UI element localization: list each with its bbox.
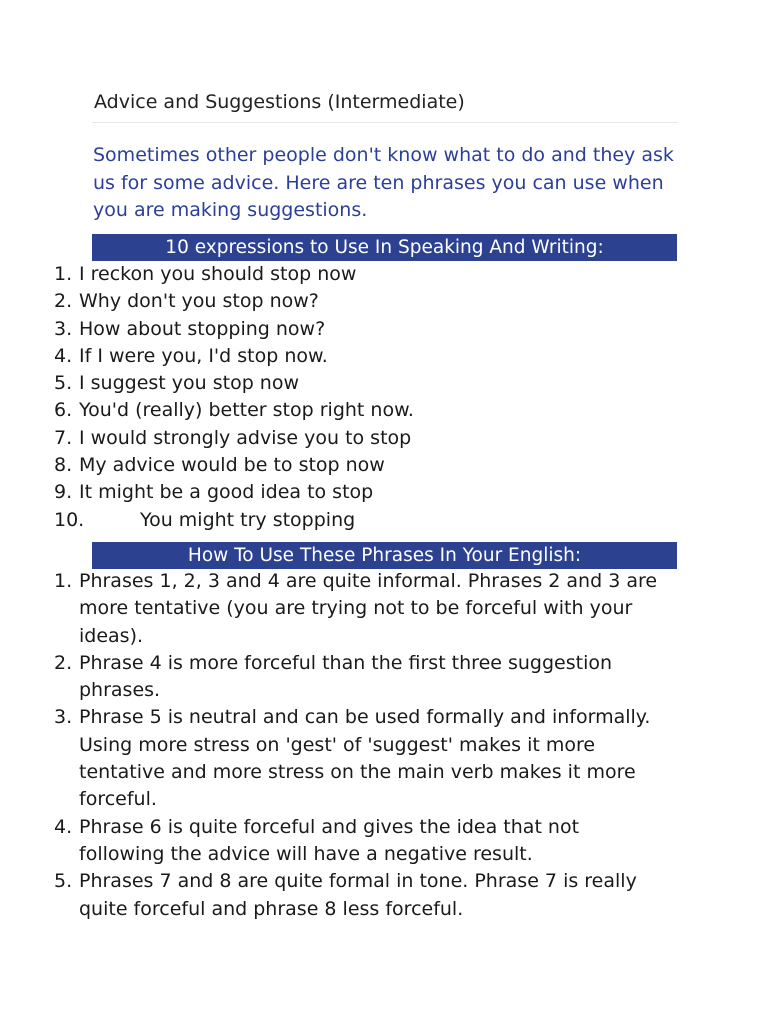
list-item-number: 5. [54, 870, 73, 893]
list-item-number: 10. [54, 508, 85, 531]
usage-heading: How To Use These Phrases In Your English: [92, 542, 677, 569]
list-item [0, 452, 669, 479]
list-item [0, 650, 669, 705]
list-item-number: 9. [54, 481, 73, 504]
list-item [0, 343, 669, 370]
list-item-text: Phrase 6 is quite forceful and gives the idea that not following the advice will have a negative result. [79, 815, 580, 865]
list-item [0, 814, 669, 869]
list-item [0, 425, 669, 452]
list-item-text: Phrase 4 is more forceful than the first three suggestion phrases. [79, 651, 613, 702]
list-item [0, 704, 669, 813]
expressions-list [0, 261, 730, 534]
list-item [0, 370, 669, 397]
title-divider [92, 122, 678, 123]
list-item [0, 316, 669, 343]
list-item-number: 3. [54, 706, 73, 729]
list-item-number: 4. [54, 815, 73, 838]
list-item-text: If I were you, I'd stop now. [79, 344, 328, 367]
list-item-text: You'd (really) better stop right now. [79, 399, 414, 422]
list-item-text: You might try stopping [140, 508, 356, 531]
intro-paragraph: Sometimes other people don't know what to do and they ask us for some advice. Here are ten phrases you can use when you are making suggestions. [93, 144, 674, 221]
expressions-heading: 10 expressions to Use In Speaking And Writing: [92, 234, 677, 261]
list-item-number: 2. [54, 290, 73, 313]
list-item [0, 868, 669, 923]
document-title: Advice and Suggestions (Intermediate) [94, 91, 465, 113]
list-item-number: 6. [54, 399, 73, 422]
list-item [0, 397, 669, 424]
list-item-number: 5. [54, 372, 73, 395]
usage-list [0, 568, 669, 923]
list-item [0, 479, 669, 506]
list-item-text: Phrase 5 is neutral and can be used formally and informally. Using more stress on 'gest' of 'suggest' makes it more tentative and more stress on the main verb makes it more forceful. [79, 706, 651, 811]
list-item-number: 8. [54, 454, 73, 477]
list-item-number: 7. [54, 426, 73, 449]
list-item-number: 4. [54, 344, 73, 367]
list-item-number: 1. [54, 570, 73, 592]
list-item [0, 507, 730, 534]
list-item-text: Phrases 7 and 8 are quite formal in tone. Phrase 7 is really quite forceful and phrase 8 less forceful. [79, 870, 637, 920]
list-item-text: My advice would be to stop now [79, 454, 385, 477]
list-item-number: 1. [54, 263, 73, 285]
list-item-text: Phrases 1, 2, 3 and 4 are quite informal. Phrases 2 and 3 are more tentative (you are trying not to be forceful with your ideas). [79, 570, 658, 647]
list-item [0, 568, 669, 650]
list-item-number: 3. [54, 317, 73, 340]
list-item-text: I suggest you stop now [79, 372, 300, 395]
list-item-number: 2. [54, 651, 73, 674]
list-item-text: I reckon you should stop now [79, 263, 357, 285]
list-item-text: I would strongly advise you to stop [79, 426, 412, 449]
list-item-text: It might be a good idea to stop [79, 481, 374, 504]
list-item-text: How about stopping now? [79, 317, 326, 340]
list-item [0, 288, 669, 315]
list-item-text: Why don't you stop now? [79, 290, 319, 313]
list-item [0, 261, 669, 288]
